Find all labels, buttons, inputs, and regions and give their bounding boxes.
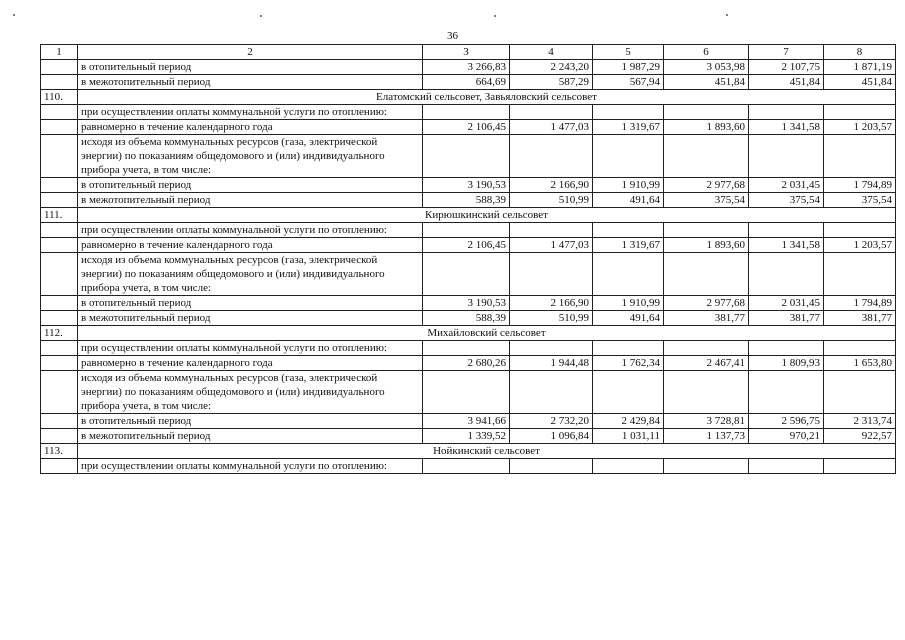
row-index-cell: [41, 193, 78, 208]
table-row: [41, 120, 896, 135]
value-cell: 451,84: [824, 75, 896, 90]
column-header: 4: [510, 45, 593, 60]
empty-cell: [664, 223, 749, 238]
empty-cell: [664, 459, 749, 474]
value-cell: 1 910,99: [593, 296, 664, 311]
column-header: 7: [749, 45, 824, 60]
section-row: [41, 208, 896, 223]
empty-cell: [824, 341, 896, 356]
value-cell: 588,39: [423, 193, 510, 208]
empty-cell: [824, 253, 896, 296]
empty-cell: [664, 341, 749, 356]
value-cell: 375,54: [664, 193, 749, 208]
empty-cell: [423, 223, 510, 238]
value-cell: 1 653,80: [824, 356, 896, 371]
text-row: [41, 223, 896, 238]
header-row: [41, 45, 896, 60]
value-cell: 922,57: [824, 429, 896, 444]
empty-cell: [593, 253, 664, 296]
value-cell: 1 944,48: [510, 356, 593, 371]
value-cell: 2 596,75: [749, 414, 824, 429]
row-index-cell: [41, 253, 78, 296]
empty-cell: [749, 253, 824, 296]
tariff-table: [40, 44, 896, 474]
empty-cell: [593, 105, 664, 120]
empty-cell: [824, 223, 896, 238]
row-index-cell: [41, 414, 78, 429]
text-row: [41, 341, 896, 356]
row-index-cell: [41, 105, 78, 120]
value-cell: 588,39: [423, 311, 510, 326]
empty-cell: [749, 459, 824, 474]
row-index-cell: [41, 135, 78, 178]
row-index-cell: [41, 459, 78, 474]
row-label: в отопительный период: [78, 414, 423, 429]
column-header: 3: [423, 45, 510, 60]
value-cell: 1 871,19: [824, 60, 896, 75]
column-header: 8: [824, 45, 896, 60]
value-cell: 970,21: [749, 429, 824, 444]
table-row: [41, 429, 896, 444]
value-cell: 510,99: [510, 311, 593, 326]
section-number: 110.: [41, 90, 78, 105]
empty-cell: [824, 371, 896, 414]
value-cell: 1 203,57: [824, 238, 896, 253]
empty-cell: [510, 105, 593, 120]
row-label: равномерно в течение календарного года: [78, 238, 423, 253]
table-row: [41, 75, 896, 90]
column-header: 2: [78, 45, 423, 60]
value-cell: 2 732,20: [510, 414, 593, 429]
text-row: [41, 105, 896, 120]
section-title: Елатомский сельсовет, Завьяловский сельсовет: [78, 90, 896, 105]
row-label: равномерно в течение календарного года: [78, 120, 423, 135]
empty-cell: [510, 459, 593, 474]
value-cell: 1 319,67: [593, 120, 664, 135]
row-index-cell: [41, 296, 78, 311]
value-cell: 3 190,53: [423, 296, 510, 311]
empty-cell: [664, 135, 749, 178]
section-row: [41, 90, 896, 105]
value-cell: 2 977,68: [664, 178, 749, 193]
empty-cell: [510, 341, 593, 356]
empty-cell: [824, 459, 896, 474]
text-row: [41, 253, 896, 296]
text-row: [41, 371, 896, 414]
empty-cell: [593, 371, 664, 414]
row-label: исходя из объема коммунальных ресурсов (газа, электрической энергии) по показаниям общедомового и (или) индивидуального прибора учета, в том числе:: [78, 371, 423, 414]
column-header: 5: [593, 45, 664, 60]
row-index-cell: [41, 60, 78, 75]
empty-cell: [510, 371, 593, 414]
value-cell: 491,64: [593, 311, 664, 326]
value-cell: 3 190,53: [423, 178, 510, 193]
value-cell: 1 794,89: [824, 178, 896, 193]
value-cell: 1 893,60: [664, 238, 749, 253]
value-cell: 1 893,60: [664, 120, 749, 135]
text-row: [41, 459, 896, 474]
value-cell: 2 106,45: [423, 238, 510, 253]
section-number: 113.: [41, 444, 78, 459]
empty-cell: [593, 459, 664, 474]
value-cell: 3 941,66: [423, 414, 510, 429]
value-cell: 1 987,29: [593, 60, 664, 75]
row-label: при осуществлении оплаты коммунальной услуги по отоплению:: [78, 223, 423, 238]
section-row: [41, 326, 896, 341]
value-cell: 2 243,20: [510, 60, 593, 75]
row-label: в отопительный период: [78, 296, 423, 311]
row-label: в межотопительный период: [78, 311, 423, 326]
value-cell: 1 096,84: [510, 429, 593, 444]
table-row: [41, 238, 896, 253]
row-label: в межотопительный период: [78, 75, 423, 90]
column-header: 1: [41, 45, 78, 60]
value-cell: 1 477,03: [510, 120, 593, 135]
table-row: [41, 414, 896, 429]
row-index-cell: [41, 429, 78, 444]
value-cell: 2 313,74: [824, 414, 896, 429]
row-label: равномерно в течение календарного года: [78, 356, 423, 371]
value-cell: 1 319,67: [593, 238, 664, 253]
section-title: Нойкинский сельсовет: [78, 444, 896, 459]
value-cell: 3 728,81: [664, 414, 749, 429]
value-cell: 3 053,98: [664, 60, 749, 75]
empty-cell: [664, 105, 749, 120]
value-cell: 2 166,90: [510, 178, 593, 193]
value-cell: 587,29: [510, 75, 593, 90]
row-label: исходя из объема коммунальных ресурсов (газа, электрической энергии) по показаниям общедомового и (или) индивидуального прибора учета, в том числе:: [78, 253, 423, 296]
section-number: 112.: [41, 326, 78, 341]
empty-cell: [749, 105, 824, 120]
row-label: в отопительный период: [78, 178, 423, 193]
empty-cell: [749, 341, 824, 356]
value-cell: 1 477,03: [510, 238, 593, 253]
row-label: в отопительный период: [78, 60, 423, 75]
section-title: Михайловский сельсовет: [78, 326, 896, 341]
scan-dot: [726, 14, 728, 16]
empty-cell: [749, 135, 824, 178]
value-cell: 451,84: [749, 75, 824, 90]
row-label: в межотопительный период: [78, 193, 423, 208]
empty-cell: [749, 223, 824, 238]
empty-cell: [510, 223, 593, 238]
value-cell: 1 341,58: [749, 120, 824, 135]
value-cell: 1 137,73: [664, 429, 749, 444]
value-cell: 2 031,45: [749, 296, 824, 311]
value-cell: 2 429,84: [593, 414, 664, 429]
value-cell: 2 031,45: [749, 178, 824, 193]
value-cell: 381,77: [749, 311, 824, 326]
row-index-cell: [41, 356, 78, 371]
section-title: Кирюшкинский сельсовет: [78, 208, 896, 223]
value-cell: 375,54: [824, 193, 896, 208]
value-cell: 491,64: [593, 193, 664, 208]
value-cell: 2 106,45: [423, 120, 510, 135]
empty-cell: [824, 105, 896, 120]
value-cell: 381,77: [664, 311, 749, 326]
row-index-cell: [41, 223, 78, 238]
empty-cell: [664, 253, 749, 296]
text-row: [41, 135, 896, 178]
row-label: при осуществлении оплаты коммунальной услуги по отоплению:: [78, 341, 423, 356]
value-cell: 2 107,75: [749, 60, 824, 75]
table-row: [41, 193, 896, 208]
value-cell: 664,69: [423, 75, 510, 90]
row-label: при осуществлении оплаты коммунальной услуги по отоплению:: [78, 459, 423, 474]
table-row: [41, 178, 896, 193]
value-cell: 1 809,93: [749, 356, 824, 371]
empty-cell: [593, 135, 664, 178]
value-cell: 375,54: [749, 193, 824, 208]
value-cell: 1 762,34: [593, 356, 664, 371]
empty-cell: [510, 253, 593, 296]
row-index-cell: [41, 120, 78, 135]
value-cell: 3 266,83: [423, 60, 510, 75]
value-cell: 1 339,52: [423, 429, 510, 444]
value-cell: 451,84: [664, 75, 749, 90]
empty-cell: [423, 459, 510, 474]
table-row: [41, 356, 896, 371]
table-row: [41, 60, 896, 75]
row-index-cell: [41, 371, 78, 414]
empty-cell: [423, 371, 510, 414]
empty-cell: [593, 223, 664, 238]
value-cell: 1 794,89: [824, 296, 896, 311]
scan-dots: [0, 14, 905, 18]
table-row: [41, 296, 896, 311]
empty-cell: [510, 135, 593, 178]
empty-cell: [664, 371, 749, 414]
scan-dot: [260, 15, 262, 17]
empty-cell: [423, 135, 510, 178]
empty-cell: [423, 253, 510, 296]
value-cell: 1 910,99: [593, 178, 664, 193]
row-label: исходя из объема коммунальных ресурсов (газа, электрической энергии) по показаниям общедомового и (или) индивидуального прибора учета, в том числе:: [78, 135, 423, 178]
empty-cell: [423, 341, 510, 356]
row-index-cell: [41, 75, 78, 90]
section-row: [41, 444, 896, 459]
row-index-cell: [41, 341, 78, 356]
table-body: [41, 45, 896, 474]
value-cell: 567,94: [593, 75, 664, 90]
value-cell: 510,99: [510, 193, 593, 208]
value-cell: 2 166,90: [510, 296, 593, 311]
row-index-cell: [41, 311, 78, 326]
value-cell: 1 031,11: [593, 429, 664, 444]
empty-cell: [423, 105, 510, 120]
page-number: 36: [447, 30, 458, 42]
value-cell: 381,77: [824, 311, 896, 326]
row-label: в межотопительный период: [78, 429, 423, 444]
empty-cell: [593, 341, 664, 356]
value-cell: 1 203,57: [824, 120, 896, 135]
column-header: 6: [664, 45, 749, 60]
row-label: при осуществлении оплаты коммунальной услуги по отоплению:: [78, 105, 423, 120]
table-row: [41, 311, 896, 326]
section-number: 111.: [41, 208, 78, 223]
value-cell: 2 467,41: [664, 356, 749, 371]
scan-dot: [494, 15, 496, 17]
value-cell: 1 341,58: [749, 238, 824, 253]
row-index-cell: [41, 238, 78, 253]
value-cell: 2 680,26: [423, 356, 510, 371]
empty-cell: [824, 135, 896, 178]
scan-dot: [13, 14, 15, 16]
empty-cell: [749, 371, 824, 414]
value-cell: 2 977,68: [664, 296, 749, 311]
row-index-cell: [41, 178, 78, 193]
